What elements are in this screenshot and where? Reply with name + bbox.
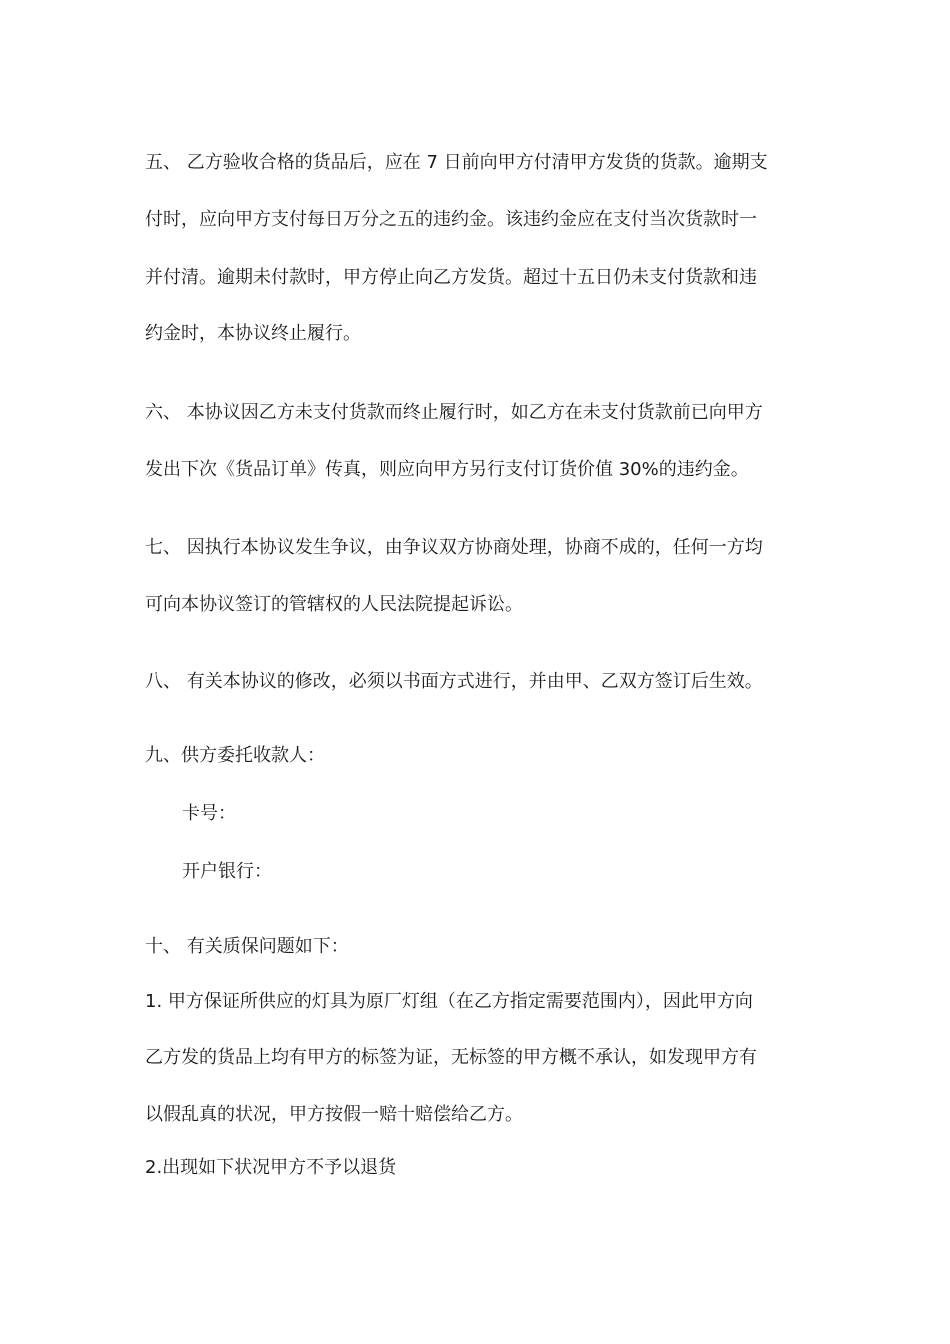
clause-6-line-1: 六、 本协议因乙方未支付货款而终止履行时，如乙方在未支付货款前已向甲方: [145, 402, 763, 423]
clause-5-line-2: 付时，应向甲方支付每日万分之五的违约金。该违约金应在支付当次货款时一: [145, 209, 757, 230]
clause-10-item-1-line-1: 1. 甲方保证所供应的灯具为原厂灯组（在乙方指定需要范围内），因此甲方向: [145, 991, 753, 1012]
clause-10-item-2: 2.出现如下状况甲方不予以退货: [145, 1157, 397, 1178]
bank-label: 开户银行：: [182, 861, 272, 882]
clause-5-line-3: 并付清。逾期未付款时，甲方停止向乙方发货。超过十五日仍未支付货款和违: [145, 267, 757, 288]
clause-10-item-1-line-2: 乙方发的货品上均有甲方的标签为证，无标签的甲方概不承认，如发现甲方有: [145, 1047, 757, 1068]
clause-9-heading: 九、供方委托收款人：: [145, 745, 325, 766]
card-number-label: 卡号：: [182, 803, 236, 824]
clause-7-line-2: 可向本协议签订的管辖权的人民法院提起诉讼。: [145, 594, 523, 615]
clause-5-line-1: 五、 乙方验收合格的货品后，应在 7 日前向甲方付清甲方发货的货款。逾期支: [145, 152, 768, 173]
clause-7-line-1: 七、 因执行本协议发生争议，由争议双方协商处理，协商不成的，任何一方均: [145, 537, 763, 558]
clause-10-item-1-line-3: 以假乱真的状况，甲方按假一赔十赔偿给乙方。: [145, 1104, 523, 1125]
clause-6-line-2: 发出下次《货品订单》传真，则应向甲方另行支付订货价值 30%的违约金。: [145, 459, 749, 480]
clause-8-line-1: 八、 有关本协议的修改，必须以书面方式进行，并由甲、乙双方签订后生效。: [145, 671, 763, 692]
clause-5-line-4: 约金时，本协议终止履行。: [145, 323, 361, 344]
clause-10-heading: 十、 有关质保问题如下：: [145, 936, 349, 957]
